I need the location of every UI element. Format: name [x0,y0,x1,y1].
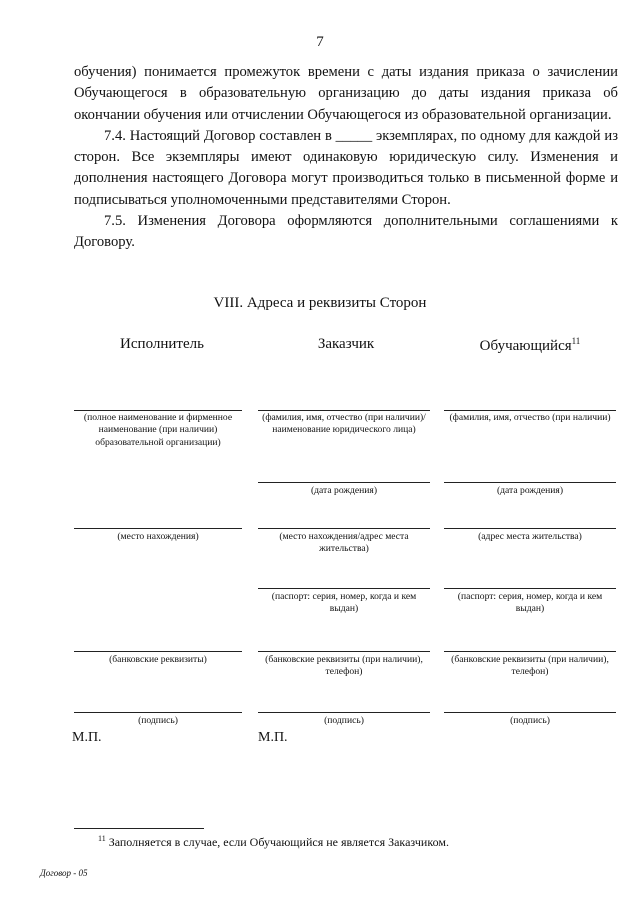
customer-stamp-label: М.П. [258,730,288,745]
customer-address-caption: (место нахождения/адрес места жительства) [279,531,409,555]
customer-bank-caption: (банковские реквизиты (при наличии), телефон) [265,654,423,678]
executor-signature-line[interactable] [74,712,242,713]
customer-bank-line[interactable] [258,651,430,652]
student-birth-line[interactable] [444,482,616,483]
executor-name-line[interactable] [74,410,242,411]
footnote [98,834,449,850]
student-address-caption: (адрес места жительства) [478,531,582,542]
executor-bank-line[interactable] [74,651,242,652]
footnote-divider [74,828,204,829]
customer-passport-line[interactable] [258,588,430,589]
student-passport-caption: (паспорт: серия, номер, когда и кем выдан) [457,591,603,615]
paragraph-continuation: обучения) понимается промежуток времени с даты издания приказа о зачислении Обучающегося в образовательную организацию до даты издания приказа об окончании обучения или отчислении Обучающегося из образовательной организации. [74,64,618,123]
customer-signature-caption: (подпись) [324,715,364,726]
contract-text [74,62,618,254]
customer-heading: Заказчик [317,336,375,352]
student-passport-line[interactable] [444,588,616,589]
executor-heading: Исполнитель [120,336,204,352]
customer-name-line[interactable] [258,410,430,411]
student-bank-caption: (банковские реквизиты (при наличии), телефон) [451,654,609,678]
footnote-number: 11 [98,834,106,843]
student-address-line[interactable] [444,528,616,529]
document-code: Договор - 05 [40,868,88,878]
paragraph-7-5: 7.5. Изменения Договора оформляются дополнительными соглашениями к Договору. [74,213,618,251]
executor-stamp-label: М.П. [72,730,102,745]
customer-birth-line[interactable] [258,482,430,483]
customer-passport-caption: (паспорт: серия, номер, когда и кем выдан) [271,591,417,615]
customer-signature-line[interactable] [258,712,430,713]
student-signature-caption: (подпись) [510,715,550,726]
page-number: 7 [316,34,324,50]
customer-birth-caption: (дата рождения) [310,485,378,496]
customer-name-caption: (фамилия, имя, отчество (при наличии)/ наименование юридического лица) [262,412,426,436]
student-birth-caption: (дата рождения) [496,485,564,496]
footnote-text: Заполняется в случае, если Обучающийся не является Заказчиком. [108,835,449,849]
executor-location-line[interactable] [74,528,242,529]
executor-name-caption: (полное наименование и фирменное наименование (при наличии) образовательной организации) [83,412,233,448]
paragraph-7-4: 7.4. Настоящий Договор составлен в _____ экземплярах, по одному для каждой из сторон. Все экземпляры имеют одинаковую юридическую силу. Изменения и дополнения настоящего Договора могут производиться только в письменной форме и подписываться уполномоченными представителями Сторон. [74,127,618,208]
student-heading [440,336,620,355]
student-signature-line[interactable] [444,712,616,713]
executor-bank-caption: (банковские реквизиты) [109,654,207,665]
student-name-caption: (фамилия, имя, отчество (при наличии) [449,412,611,423]
executor-location-caption: (место нахождения) [117,531,199,542]
student-name-line[interactable] [444,410,616,411]
footnote-ref: 11 [571,336,581,346]
student-heading-label: Обучающийся [479,338,572,354]
student-bank-line[interactable] [444,651,616,652]
section-title: VIII. Адреса и реквизиты Сторон [213,295,427,311]
customer-address-line[interactable] [258,528,430,529]
executor-signature-caption: (подпись) [138,715,178,726]
